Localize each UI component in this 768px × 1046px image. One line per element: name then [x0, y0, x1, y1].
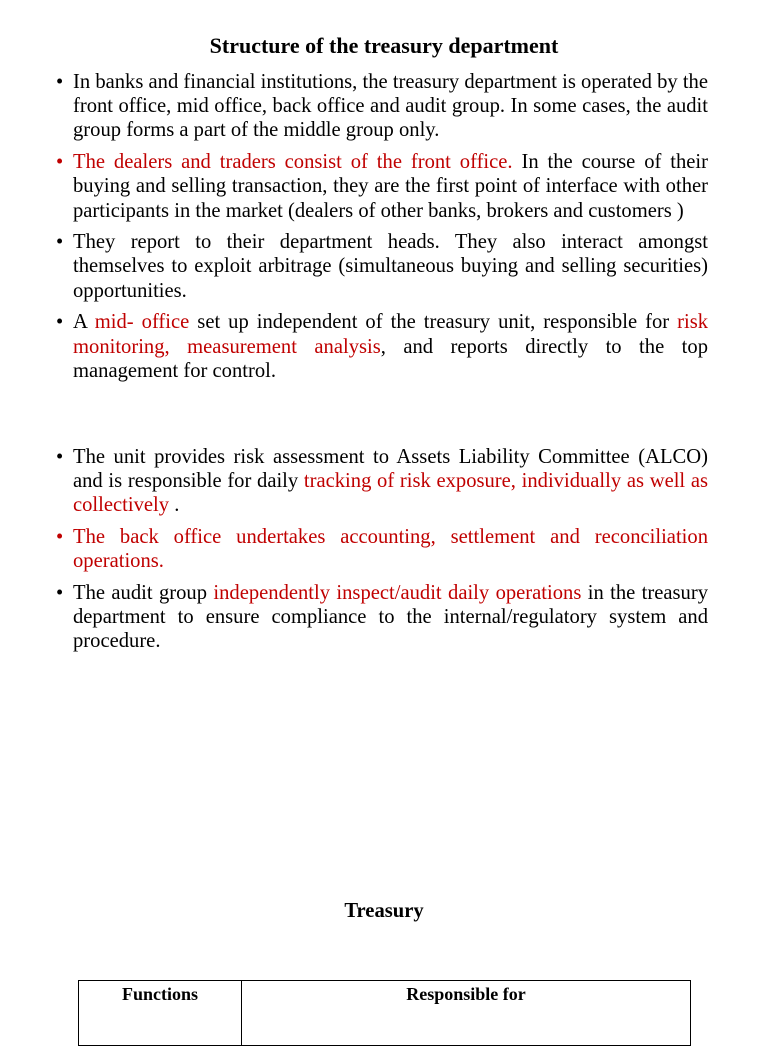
bullet-text — [73, 582, 708, 652]
text-segment: , and reports directly to the top management for control. — [73, 335, 708, 382]
bullet-text — [73, 231, 708, 301]
functions-table — [78, 980, 691, 1046]
responsible-for-header: Responsible for — [242, 981, 691, 1046]
bullet-item — [56, 525, 708, 573]
text-segment: . — [169, 494, 180, 517]
highlighted-segment: The dealers and traders consist of the front office. — [73, 151, 513, 174]
highlighted-segment: tracking of risk exposure, individually as well as collectively — [73, 470, 708, 517]
bullet-dot: • — [56, 581, 64, 604]
text-segment: set up independent of the treasury unit, responsible for — [189, 311, 678, 334]
text-segment: in the treasury department to ensure compliance to the internal/regulatory system and procedure. — [73, 581, 709, 653]
highlighted-segment: independently inspect/audit daily operations — [213, 581, 582, 604]
bullet-item — [56, 70, 708, 143]
bullet-text — [73, 311, 708, 381]
bullet-dot: • — [56, 71, 64, 93]
bullet-text — [73, 151, 708, 221]
page-title: Structure of the treasury department — [209, 33, 559, 58]
bullet-item — [56, 230, 708, 303]
highlighted-segment: The back office undertakes accounting, settlement and reconciliation operations. — [73, 526, 708, 573]
bullet-item — [56, 445, 708, 518]
bullet-item — [56, 310, 708, 383]
bullet-item — [56, 150, 708, 223]
bullet-text — [73, 71, 708, 141]
bullet-text — [73, 526, 708, 572]
text-segment: In banks and financial institutions, the treasury department is operated by the front office, mid office, back office and audit group. In some cases, the audit group forms a part of the middle group only. — [73, 71, 708, 142]
bullet-text — [73, 446, 708, 516]
bullet-dot: • — [56, 526, 64, 549]
treasury-heading: Treasury — [344, 900, 424, 922]
bullet-list — [56, 70, 708, 661]
text-segment: A — [73, 311, 95, 334]
table-header-row — [79, 981, 691, 1046]
text-segment: The unit provides risk assessment to Assets Liability Committee (ALCO) and is responsible for daily — [73, 445, 708, 493]
text-segment: They report to their department heads. They also interact amongst themselves to exploit arbitrage (simultaneous buying and selling securities) opportunities. — [73, 231, 708, 302]
text-segment: The audit group — [73, 581, 214, 604]
bullet-dot: • — [56, 151, 64, 174]
text-segment: In the course of their buying and selling transaction, they are the first point of interface with other participants in the market (dealers of other banks, brokers and customers ) — [73, 151, 708, 222]
bullet-dot: • — [56, 311, 64, 334]
functions-header: Functions — [79, 981, 242, 1046]
highlighted-segment: risk monitoring, measurement analysis — [73, 311, 708, 358]
highlighted-segment: mid- office — [94, 311, 190, 334]
bullet-item — [56, 581, 708, 654]
bullet-dot: • — [56, 445, 64, 468]
bullet-dot: • — [56, 231, 64, 254]
